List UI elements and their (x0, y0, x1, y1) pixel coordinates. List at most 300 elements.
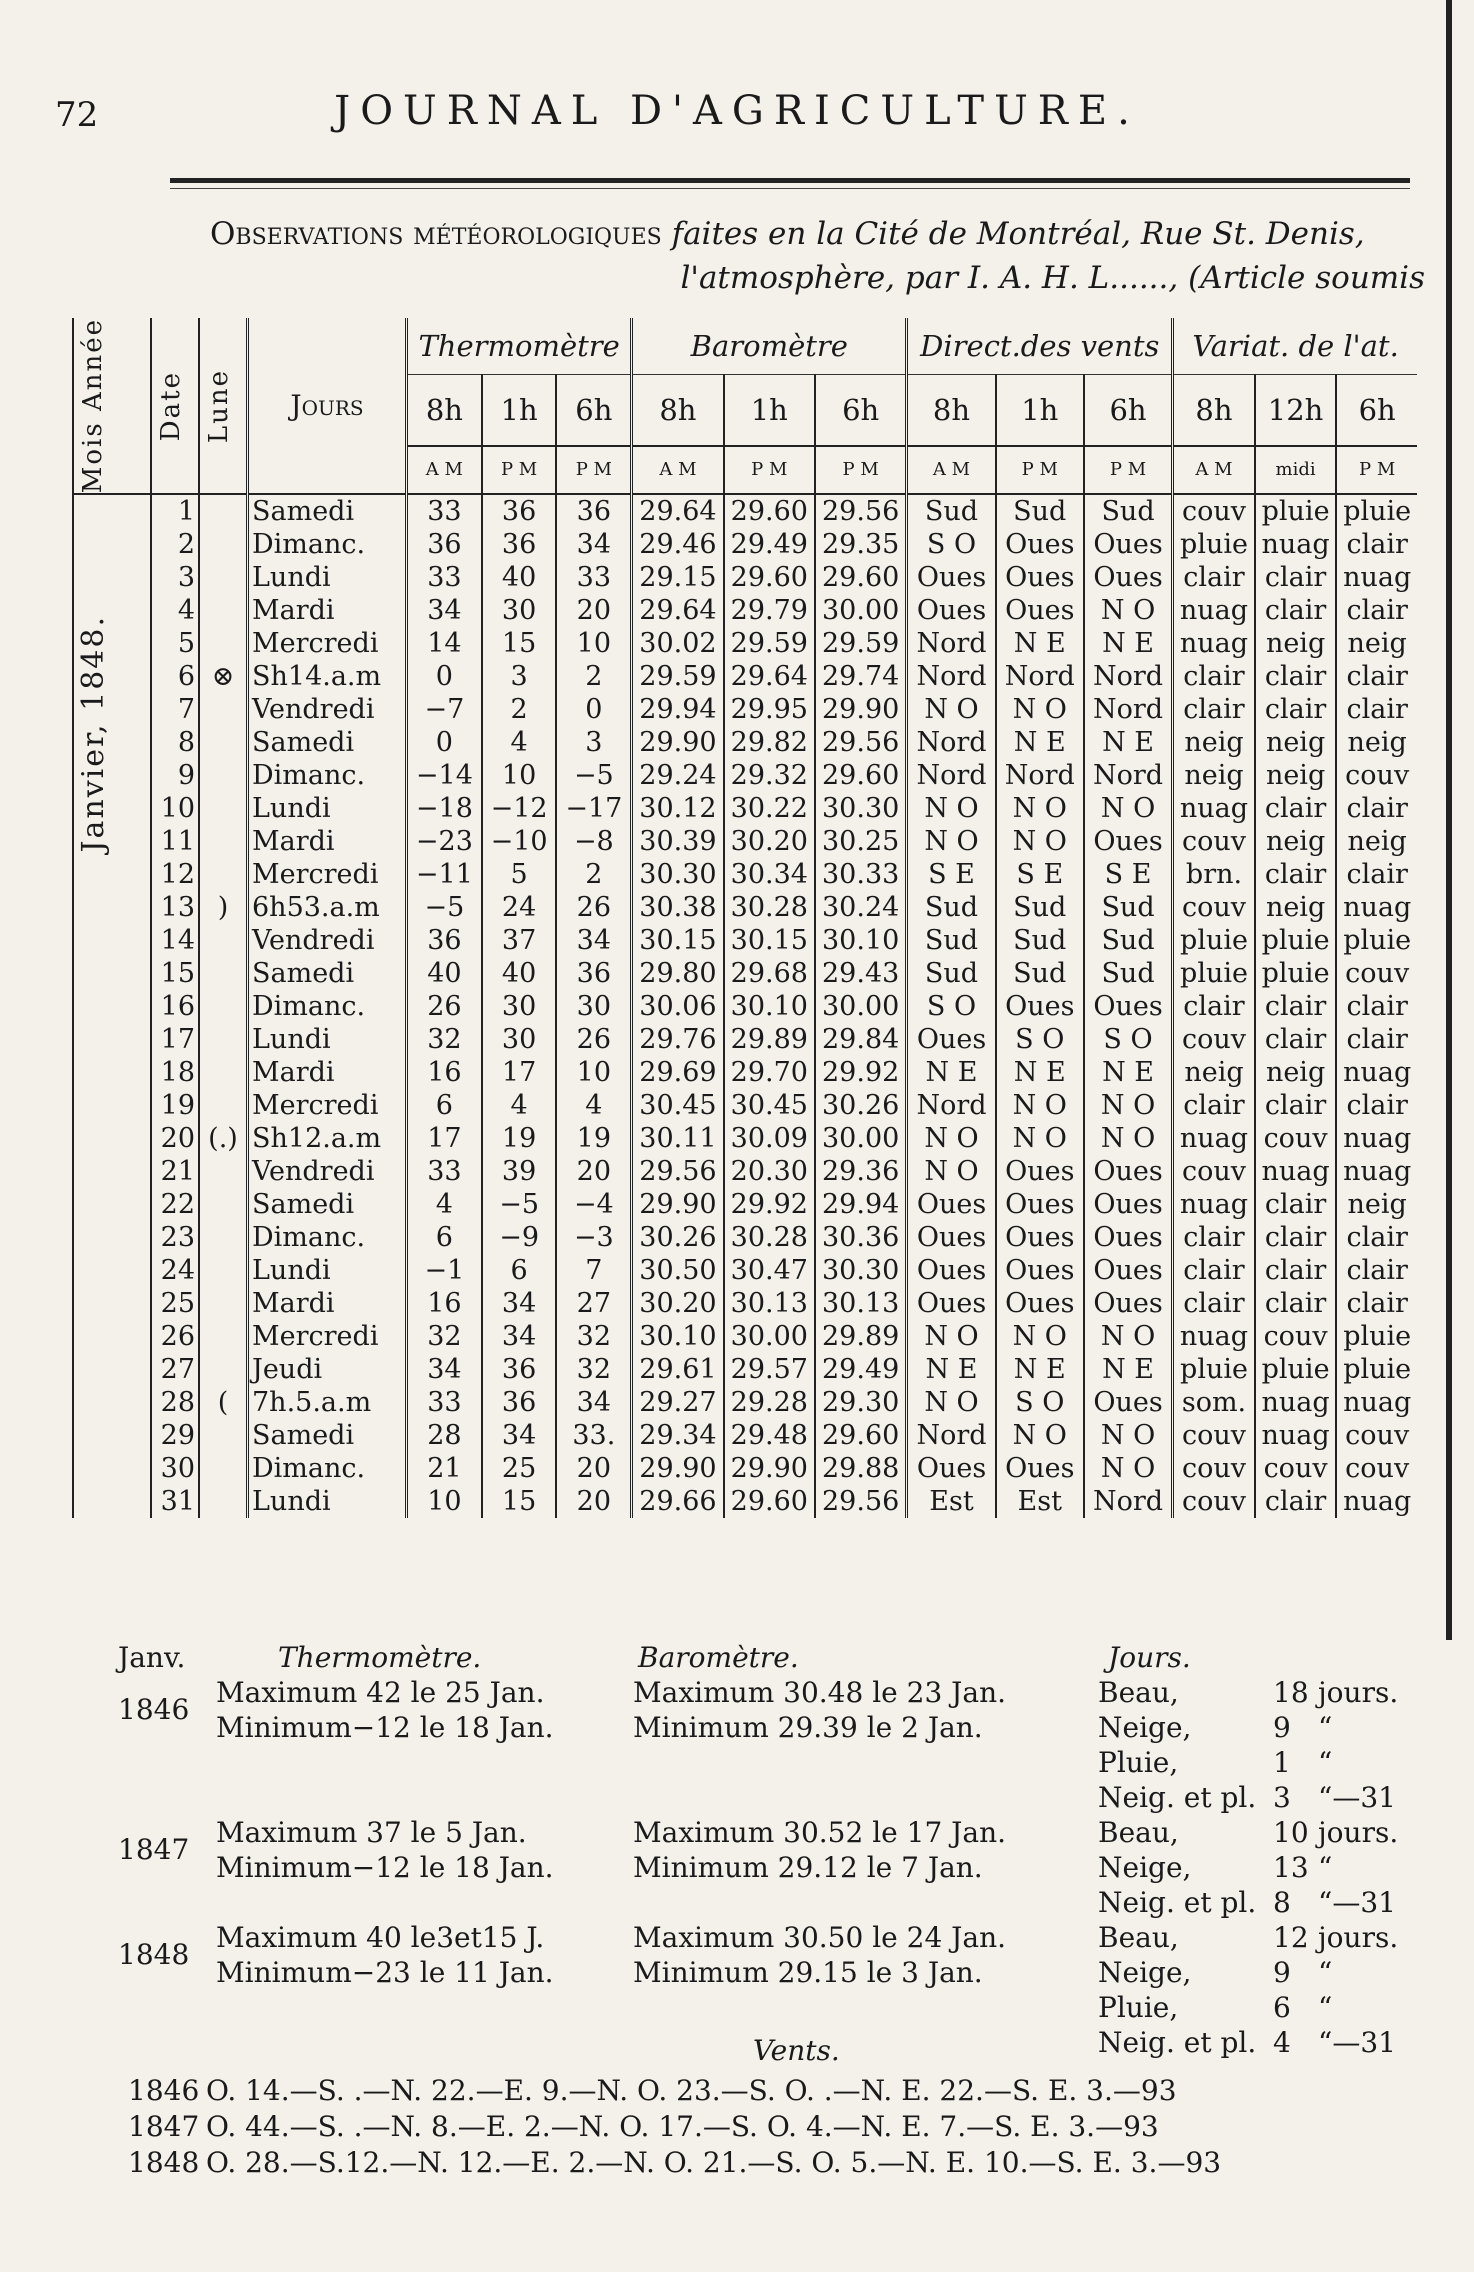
header-time-12: 6h (1336, 375, 1417, 446)
cell-thermometer: 40 (482, 957, 557, 990)
cell-date: 3 (151, 561, 199, 594)
cell-moon (199, 494, 248, 528)
cell-atmosphere: nuag (1173, 627, 1255, 660)
cell-atmosphere: clair (1336, 1089, 1417, 1122)
cell-date: 25 (151, 1287, 199, 1320)
cell-barometer: 29.64 (632, 594, 724, 627)
cell-barometer: 30.45 (632, 1089, 724, 1122)
cell-moon (199, 1188, 248, 1221)
cell-wind: Oues (996, 1452, 1084, 1485)
cell-barometer: 29.69 (632, 1056, 724, 1089)
summary-baro-max: Maximum 30.48 le 23 Jan. (633, 1676, 1007, 1709)
cell-wind: N E (907, 1056, 996, 1089)
cell-atmosphere: pluie (1173, 528, 1255, 561)
cell-barometer: 29.43 (815, 957, 907, 990)
cell-date: 11 (151, 825, 199, 858)
cell-thermometer: 30 (482, 990, 557, 1023)
cell-barometer: 29.60 (724, 1485, 815, 1518)
summary-year: 1846 (118, 1693, 190, 1726)
cell-thermometer: 16 (407, 1056, 482, 1089)
cell-thermometer: −10 (482, 825, 557, 858)
header-winds: Direct.des vents (907, 318, 1173, 375)
table-row (73, 924, 1417, 957)
cell-atmosphere: couv (1336, 1419, 1417, 1452)
cell-wind: N O (1084, 1122, 1173, 1155)
cell-barometer: 30.20 (632, 1287, 724, 1320)
cell-wind: N O (1084, 1089, 1173, 1122)
cell-atmosphere: clair (1173, 1089, 1255, 1122)
cell-barometer: 29.74 (815, 660, 907, 693)
cell-date: 28 (151, 1386, 199, 1419)
table-row (73, 1386, 1417, 1419)
summary-days-count: 3 (1273, 1781, 1291, 1814)
january-summary (118, 1640, 1448, 2060)
cell-thermometer: 34 (407, 1353, 482, 1386)
cell-thermometer: 10 (407, 1485, 482, 1518)
cell-wind: Nord (907, 1419, 996, 1452)
cell-barometer: 29.32 (724, 759, 815, 792)
cell-barometer: 29.28 (724, 1386, 815, 1419)
running-title: JOURNAL D'AGRICULTURE. (334, 88, 1140, 134)
cell-barometer: 29.56 (815, 1485, 907, 1518)
cell-barometer: 30.10 (632, 1320, 724, 1353)
cell-wind: Oues (996, 594, 1084, 627)
cell-wind: Sud (1084, 891, 1173, 924)
cell-moon (199, 528, 248, 561)
summary-days-count: 1 (1273, 1746, 1291, 1779)
cell-thermometer: 26 (407, 990, 482, 1023)
page-edge-bar (1446, 0, 1452, 1640)
cell-thermometer: 0 (407, 660, 482, 693)
cell-wind: Oues (996, 1221, 1084, 1254)
cell-atmosphere: clair (1336, 594, 1417, 627)
cell-barometer: 29.95 (724, 693, 815, 726)
cell-barometer: 29.90 (724, 1452, 815, 1485)
cell-thermometer: 32 (407, 1023, 482, 1056)
cell-atmosphere: clair (1255, 693, 1337, 726)
cell-barometer: 30.26 (815, 1089, 907, 1122)
cell-thermometer: 33 (407, 1386, 482, 1419)
cell-day: Dimanc. (248, 1452, 407, 1485)
summary-days-count: 6 (1273, 1991, 1291, 2024)
cell-barometer: 29.84 (815, 1023, 907, 1056)
cell-thermometer: 33 (407, 561, 482, 594)
cell-thermometer: 10 (482, 759, 557, 792)
cell-thermometer: 30 (482, 594, 557, 627)
cell-date: 30 (151, 1452, 199, 1485)
summary-days-label: Neig. et pl. (1098, 2026, 1257, 2059)
cell-wind: N E (1084, 627, 1173, 660)
cell-wind: Nord (1084, 759, 1173, 792)
cell-atmosphere: neig (1255, 627, 1337, 660)
cell-wind: S O (996, 1386, 1084, 1419)
table-row (73, 990, 1417, 1023)
table-row (73, 891, 1417, 924)
cell-thermometer: 2 (556, 858, 631, 891)
winds-year: 1847 (128, 2110, 200, 2143)
cell-barometer: 29.90 (632, 1452, 724, 1485)
cell-wind: Oues (1084, 1155, 1173, 1188)
cell-moon (199, 1287, 248, 1320)
header-ampm-5: P M (724, 446, 815, 494)
summary-days-count: 10 (1273, 1816, 1309, 1849)
observations-table (72, 318, 1417, 1518)
cell-barometer: 29.90 (815, 693, 907, 726)
cell-thermometer: 4 (407, 1188, 482, 1221)
cell-barometer: 29.79 (724, 594, 815, 627)
cell-barometer: 30.10 (724, 990, 815, 1023)
cell-day: Samedi (248, 726, 407, 759)
cell-date: 7 (151, 693, 199, 726)
cell-thermometer: 37 (482, 924, 557, 957)
cell-thermometer: 34 (556, 528, 631, 561)
summary-header-days: Jours. (1108, 1641, 1191, 1674)
cell-day: 7h.5.a.m (248, 1386, 407, 1419)
cell-thermometer: 33 (407, 494, 482, 528)
cell-barometer: 29.56 (815, 726, 907, 759)
cell-barometer: 29.66 (632, 1485, 724, 1518)
cell-date: 23 (151, 1221, 199, 1254)
cell-barometer: 29.64 (724, 660, 815, 693)
header-time-5: 1h (724, 375, 815, 446)
summary-days-unit: “ (1318, 1991, 1333, 2024)
month-label: Janvier, 1848. (73, 494, 151, 1518)
cell-wind: S O (996, 1023, 1084, 1056)
summary-header-barometer: Baromètre. (638, 1641, 799, 1674)
cell-moon (199, 1353, 248, 1386)
cell-wind: Nord (907, 627, 996, 660)
cell-day: Mercredi (248, 627, 407, 660)
cell-thermometer: 34 (407, 594, 482, 627)
cell-wind: Sud (907, 494, 996, 528)
summary-days-label: Beau, (1098, 1676, 1179, 1709)
cell-barometer: 29.48 (724, 1419, 815, 1452)
cell-barometer: 30.36 (815, 1221, 907, 1254)
cell-barometer: 29.61 (632, 1353, 724, 1386)
cell-thermometer: 5 (482, 858, 557, 891)
summary-baro-min: Minimum 29.15 le 3 Jan. (633, 1956, 983, 1989)
cell-atmosphere: nuag (1255, 1419, 1337, 1452)
table-row (73, 561, 1417, 594)
cell-date: 18 (151, 1056, 199, 1089)
table-row (73, 693, 1417, 726)
table-row (73, 1188, 1417, 1221)
cell-day: Jeudi (248, 1353, 407, 1386)
cell-thermometer: 33. (556, 1419, 631, 1452)
cell-thermometer: −4 (556, 1188, 631, 1221)
cell-wind: Oues (996, 1155, 1084, 1188)
summary-thermo-min: Minimum−12 le 18 Jan. (216, 1711, 554, 1744)
cell-thermometer: 40 (482, 561, 557, 594)
summary-days-unit: “—31 (1318, 1886, 1396, 1919)
cell-thermometer: 24 (482, 891, 557, 924)
cell-day: Samedi (248, 1419, 407, 1452)
cell-thermometer: 17 (407, 1122, 482, 1155)
cell-barometer: 30.13 (815, 1287, 907, 1320)
cell-thermometer: −14 (407, 759, 482, 792)
table-row (73, 1056, 1417, 1089)
cell-date: 12 (151, 858, 199, 891)
table-row (73, 1254, 1417, 1287)
cell-moon (199, 594, 248, 627)
cell-barometer: 30.47 (724, 1254, 815, 1287)
header-date: Date (151, 318, 199, 494)
cell-wind: Oues (907, 1221, 996, 1254)
table-row (73, 1485, 1417, 1518)
cell-wind: N O (996, 693, 1084, 726)
cell-atmosphere: clair (1255, 1188, 1337, 1221)
cell-moon (199, 1155, 248, 1188)
cell-barometer: 30.10 (815, 924, 907, 957)
cell-moon (199, 1419, 248, 1452)
cell-barometer: 30.12 (632, 792, 724, 825)
cell-barometer: 29.36 (815, 1155, 907, 1188)
cell-wind: N O (1084, 792, 1173, 825)
cell-day: Mardi (248, 825, 407, 858)
summary-days-count: 18 (1273, 1676, 1309, 1709)
cell-thermometer: 33 (556, 561, 631, 594)
summary-year: 1848 (118, 1938, 190, 1971)
cell-day: Lundi (248, 561, 407, 594)
summary-days-unit: “—31 (1318, 2026, 1396, 2059)
cell-wind: Oues (996, 1287, 1084, 1320)
cell-moon (199, 1221, 248, 1254)
cell-atmosphere: nuag (1173, 1122, 1255, 1155)
cell-wind: Sud (1084, 924, 1173, 957)
cell-day: Lundi (248, 1023, 407, 1056)
cell-wind: Sud (996, 891, 1084, 924)
cell-barometer: 29.34 (632, 1419, 724, 1452)
cell-wind: N E (996, 627, 1084, 660)
cell-barometer: 29.76 (632, 1023, 724, 1056)
cell-thermometer: 20 (556, 594, 631, 627)
cell-atmosphere: clair (1173, 1287, 1255, 1320)
cell-day: Samedi (248, 957, 407, 990)
cell-atmosphere: clair (1255, 561, 1337, 594)
winds-text: O. 28.—S.12.—N. 12.—E. 2.—N. O. 21.—S. O. 5.—N. E. 10.—S. E. 3.—93 (206, 2146, 1222, 2179)
header-ampm-7: A M (907, 446, 996, 494)
cell-atmosphere: clair (1173, 693, 1255, 726)
cell-thermometer: 16 (407, 1287, 482, 1320)
cell-thermometer: −3 (556, 1221, 631, 1254)
cell-wind: Nord (1084, 660, 1173, 693)
cell-wind: Sud (1084, 957, 1173, 990)
summary-days-count: 12 (1273, 1921, 1309, 1954)
cell-atmosphere: pluie (1336, 1353, 1417, 1386)
cell-wind: Sud (1084, 494, 1173, 528)
cell-date: 29 (151, 1419, 199, 1452)
cell-wind: Oues (907, 561, 996, 594)
cell-atmosphere: couv (1336, 957, 1417, 990)
summary-days-label: Neige, (1098, 1711, 1192, 1744)
cell-atmosphere: clair (1255, 1254, 1337, 1287)
cell-wind: N O (996, 1122, 1084, 1155)
cell-atmosphere: couv (1255, 1320, 1337, 1353)
cell-thermometer: 25 (482, 1452, 557, 1485)
summary-header-row (118, 1640, 1448, 1675)
cell-wind: Nord (1084, 693, 1173, 726)
summary-days-unit: “ (1318, 1711, 1333, 1744)
cell-wind: Sud (996, 957, 1084, 990)
cell-barometer: 29.80 (632, 957, 724, 990)
cell-day: Mardi (248, 1287, 407, 1320)
cell-moon (199, 957, 248, 990)
cell-atmosphere: neig (1336, 825, 1417, 858)
cell-wind: S O (907, 528, 996, 561)
cell-barometer: 30.45 (724, 1089, 815, 1122)
cell-barometer: 30.26 (632, 1221, 724, 1254)
cell-barometer: 29.90 (632, 726, 724, 759)
cell-thermometer: 32 (556, 1320, 631, 1353)
cell-thermometer: −9 (482, 1221, 557, 1254)
cell-atmosphere: nuag (1336, 1386, 1417, 1419)
cell-atmosphere: clair (1255, 990, 1337, 1023)
cell-day: Lundi (248, 1485, 407, 1518)
cell-thermometer: −5 (482, 1188, 557, 1221)
cell-moon (199, 759, 248, 792)
cell-barometer: 30.38 (632, 891, 724, 924)
table-row (73, 726, 1417, 759)
cell-atmosphere: pluie (1255, 1353, 1337, 1386)
cell-atmosphere: nuag (1255, 1155, 1337, 1188)
table-row (73, 1221, 1417, 1254)
cell-barometer: 30.15 (632, 924, 724, 957)
cell-atmosphere: nuag (1336, 561, 1417, 594)
intro-text-1: faites en la Cité de Montréal, Rue St. Denis, (671, 216, 1365, 252)
cell-moon: ) (199, 891, 248, 924)
cell-day: Dimanc. (248, 759, 407, 792)
cell-barometer: 30.06 (632, 990, 724, 1023)
cell-barometer: 30.30 (815, 792, 907, 825)
summary-thermo-max: Maximum 37 le 5 Jan. (216, 1816, 527, 1849)
cell-date: 14 (151, 924, 199, 957)
winds-header: Vents. (753, 2034, 840, 2067)
cell-date: 27 (151, 1353, 199, 1386)
cell-thermometer: 4 (556, 1089, 631, 1122)
cell-barometer: 29.68 (724, 957, 815, 990)
cell-moon: ( (199, 1386, 248, 1419)
cell-wind: N O (1084, 1320, 1173, 1353)
cell-barometer: 29.94 (815, 1188, 907, 1221)
cell-atmosphere: clair (1336, 792, 1417, 825)
cell-atmosphere: pluie (1173, 1353, 1255, 1386)
cell-wind: S O (1084, 1023, 1173, 1056)
cell-wind: Oues (907, 1287, 996, 1320)
summary-days-label: Beau, (1098, 1816, 1179, 1849)
table-row (73, 792, 1417, 825)
cell-date: 21 (151, 1155, 199, 1188)
cell-barometer: 29.24 (632, 759, 724, 792)
winds-year: 1846 (128, 2074, 200, 2107)
cell-thermometer: 20 (556, 1452, 631, 1485)
cell-barometer: 30.28 (724, 891, 815, 924)
table-row (73, 1419, 1417, 1452)
header-days: Jours (248, 318, 407, 494)
cell-barometer: 29.90 (632, 1188, 724, 1221)
cell-wind: N E (996, 1056, 1084, 1089)
cell-date: 17 (151, 1023, 199, 1056)
cell-wind: N O (907, 825, 996, 858)
cell-thermometer: 10 (556, 1056, 631, 1089)
cell-day: Sh14.a.m (248, 660, 407, 693)
cell-thermometer: 6 (407, 1089, 482, 1122)
cell-wind: Nord (907, 1089, 996, 1122)
cell-moon (199, 693, 248, 726)
cell-atmosphere: neig (1173, 726, 1255, 759)
page-number: 72 (55, 95, 99, 135)
table-row (73, 627, 1417, 660)
cell-barometer: 29.60 (815, 561, 907, 594)
cell-date: 10 (151, 792, 199, 825)
cell-wind: Nord (996, 759, 1084, 792)
header-time-1: 8h (407, 375, 482, 446)
table-row (73, 494, 1417, 528)
cell-wind: N O (907, 792, 996, 825)
table-row (73, 1320, 1417, 1353)
cell-thermometer: 30 (556, 990, 631, 1023)
cell-day: Mercredi (248, 1320, 407, 1353)
cell-thermometer: 6 (407, 1221, 482, 1254)
cell-barometer: 30.30 (815, 1254, 907, 1287)
header-ampm-10: A M (1173, 446, 1255, 494)
cell-thermometer: 34 (482, 1287, 557, 1320)
cell-thermometer: 30 (482, 1023, 557, 1056)
cell-atmosphere: pluie (1255, 494, 1337, 528)
cell-thermometer: 6 (482, 1254, 557, 1287)
cell-thermometer: 32 (407, 1320, 482, 1353)
winds-row (128, 2073, 1458, 2109)
cell-atmosphere: couv (1173, 891, 1255, 924)
cell-atmosphere: neig (1336, 1188, 1417, 1221)
cell-thermometer: 36 (556, 957, 631, 990)
cell-barometer: 30.24 (815, 891, 907, 924)
cell-date: 5 (151, 627, 199, 660)
cell-thermometer: 4 (482, 1089, 557, 1122)
table-row (73, 1452, 1417, 1485)
cell-day: Lundi (248, 1254, 407, 1287)
header-time-9: 6h (1084, 375, 1173, 446)
cell-barometer: 29.60 (815, 759, 907, 792)
cell-day: 6h53.a.m (248, 891, 407, 924)
cell-atmosphere: nuag (1336, 1122, 1417, 1155)
cell-wind: Nord (1084, 1485, 1173, 1518)
table-row (73, 858, 1417, 891)
cell-moon (199, 825, 248, 858)
cell-atmosphere: couv (1255, 1122, 1337, 1155)
cell-wind: Oues (907, 1452, 996, 1485)
cell-barometer: 20.30 (724, 1155, 815, 1188)
cell-atmosphere: couv (1173, 1155, 1255, 1188)
header-thermometer: Thermomètre (407, 318, 632, 375)
winds-text: O. 44.—S. .—N. 8.—E. 2.—N. O. 17.—S. O. 4.—N. E. 7.—S. E. 3.—93 (206, 2110, 1159, 2143)
header-moon: Lune (199, 318, 248, 494)
cell-barometer: 30.09 (724, 1122, 815, 1155)
cell-wind: Oues (1084, 825, 1173, 858)
cell-wind: N E (1084, 726, 1173, 759)
cell-thermometer: −23 (407, 825, 482, 858)
cell-atmosphere: couv (1173, 1485, 1255, 1518)
summary-days-unit: jours. (1318, 1816, 1399, 1849)
cell-day: Dimanc. (248, 528, 407, 561)
cell-barometer: 29.57 (724, 1353, 815, 1386)
cell-wind: Sud (907, 957, 996, 990)
cell-wind: Oues (1084, 990, 1173, 1023)
cell-wind: N E (907, 1353, 996, 1386)
cell-wind: N O (907, 1386, 996, 1419)
cell-moon (199, 1023, 248, 1056)
summary-baro-min: Minimum 29.39 le 2 Jan. (633, 1711, 983, 1744)
cell-wind: N O (996, 1089, 1084, 1122)
